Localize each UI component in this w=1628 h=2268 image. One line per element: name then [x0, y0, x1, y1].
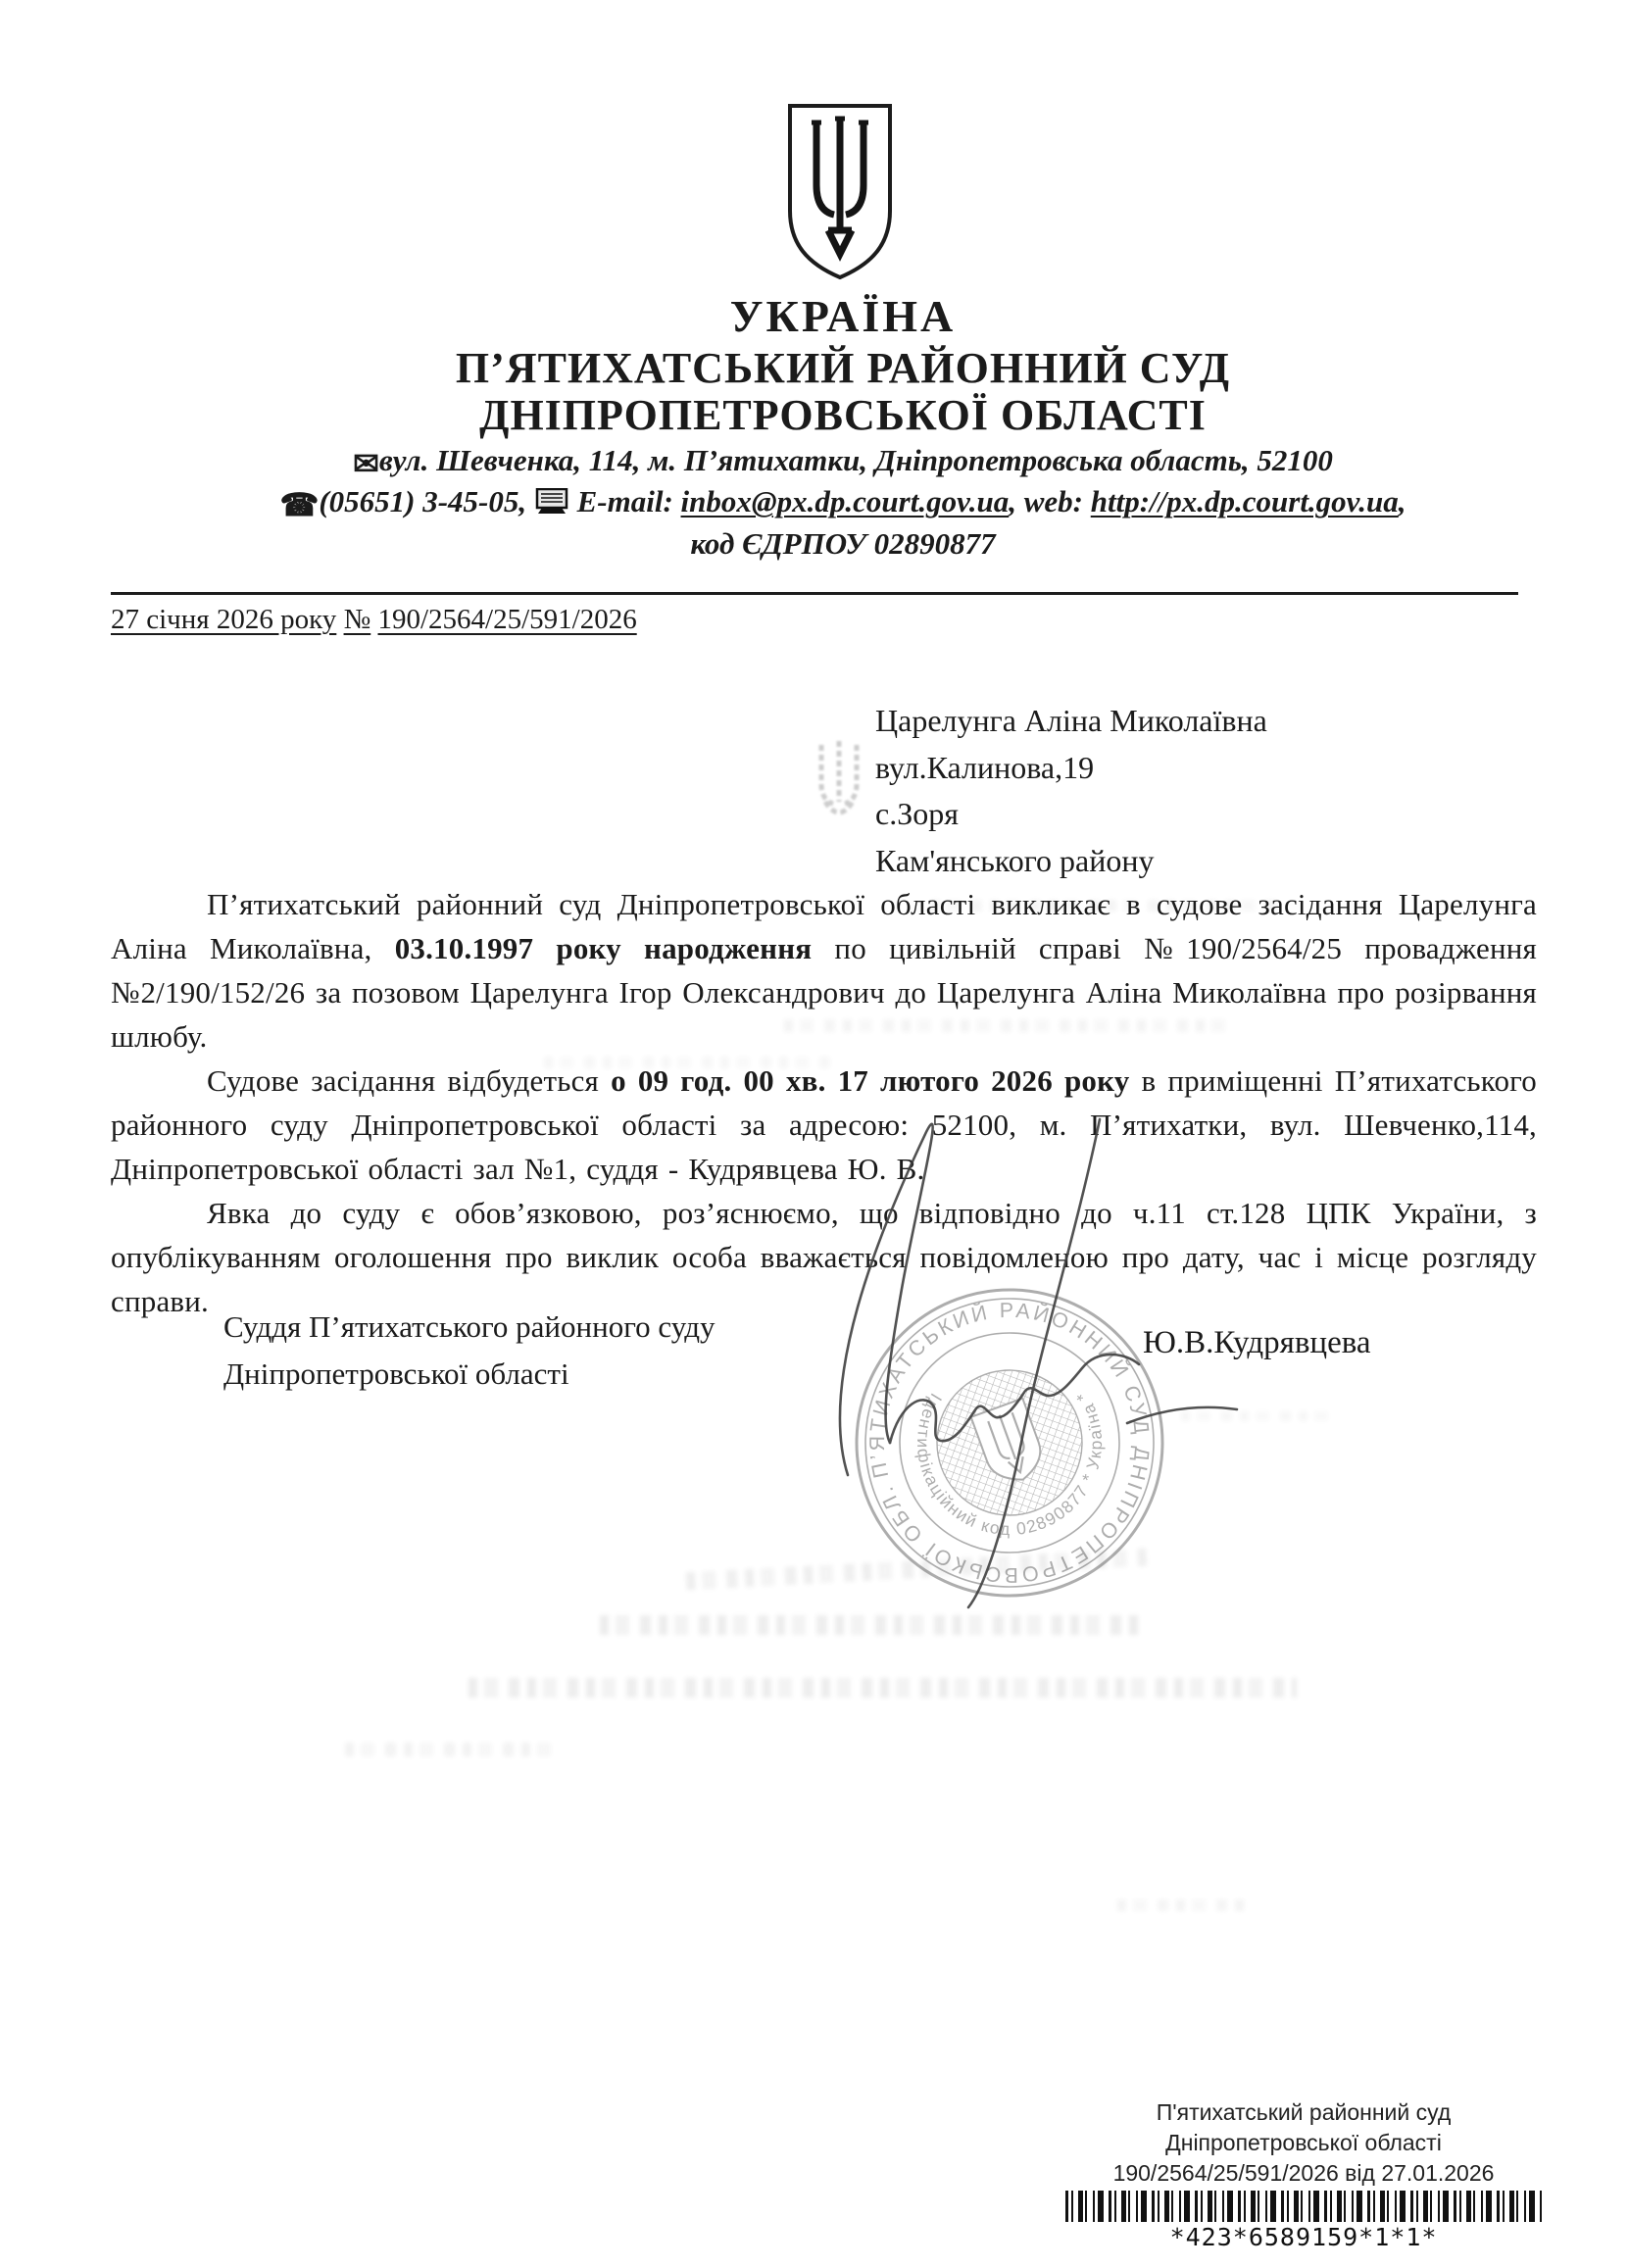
scan-artifact: [1181, 1411, 1328, 1421]
coat-of-arms-icon: [784, 101, 896, 283]
scan-artifact: [469, 1678, 1297, 1698]
email-link: inbox@px.dp.court.gov.ua: [680, 484, 1010, 518]
reference-number: 190/2564/25/591/2026: [377, 604, 637, 635]
recipient-street: вул.Калинова,19: [875, 749, 1095, 785]
reference-date: 27 січня 2026 року: [111, 604, 337, 635]
judge-title-line: Дніпропетровської області: [223, 1356, 569, 1391]
stamp-inner-text: Ідентифікаційний код 02890877 * Україна *: [913, 1387, 1107, 1540]
registration-footer: [1063, 2097, 1544, 2252]
street-address: вул. Шевченка, 114, м. П’ятихатки, Дніпропетровська область, 52100: [378, 443, 1333, 477]
body-paragraph: Явка до суду є обов’язковою, роз’яснюємо, що відповідно до ч.11 ст.128 ЦПК України, з опублікуванням оголошення про виклик особа вважається повідомленою про дату, час і місце розгляду справи.: [111, 1196, 1537, 1318]
header-divider: [111, 592, 1518, 595]
recipient-district: Кам'янського району: [875, 842, 1155, 878]
judge-title-line: Суддя П’ятихатського районного суду: [223, 1309, 715, 1344]
scan-artifact: [784, 1019, 1225, 1032]
paragraph-text: в приміщенні П’ятихатського районного суду Дніпропетровської області за адресою: 52100, м. П’ятихатки, вул. Шевченко,114, Дніпропетровської області зал №1, суддя - Кудрявцева Ю. В.: [111, 1063, 1537, 1186]
paragraph-text: Судове засідання відбудеться: [207, 1063, 612, 1098]
hearing-datetime-bold: о 09 год. 00 хв. 17 лютого 2026 року: [611, 1063, 1130, 1098]
faint-stamp-mark: [800, 733, 878, 841]
scan-artifact: [544, 1057, 838, 1068]
contacts-line: ☎(05651) 3-45-05, E-mail: inbox@px.dp.court.gov.ua, web: http://px.dp.court.gov.ua,: [279, 484, 1406, 522]
scan-artifact: [931, 900, 1284, 912]
email-label: E-mail:: [568, 484, 681, 518]
footer-case-reference: 190/2564/25/591/2026 від 27.01.2026: [1112, 2160, 1495, 2186]
separator: ,: [1398, 484, 1406, 518]
edrpou-code: код ЄДРПОУ 02890877: [690, 526, 996, 561]
scan-artifact: [1117, 1899, 1245, 1911]
footer-court-name: П'ятихатський районний суд: [1156, 2099, 1452, 2125]
footer-court-region: Дніпропетровської області: [1165, 2130, 1442, 2155]
body-paragraph: [111, 882, 1537, 1059]
recipient-block: [875, 698, 1267, 884]
phone-number: (05651) 3-45-05,: [319, 484, 527, 518]
computer-icon: [534, 488, 569, 516]
recipient-village: с.Зоря: [875, 796, 959, 831]
birthdate-bold: 03.10.1997 року народження: [394, 931, 813, 965]
barcode-text: *423*6589159*1*1*: [1169, 2223, 1438, 2251]
judge-title: [223, 1304, 715, 1398]
signature-scribble: [745, 1059, 1255, 1627]
reference-line: [111, 604, 637, 636]
scan-artifact: [600, 1615, 1144, 1635]
recipient-name: Царелунга Аліна Миколаївна: [875, 703, 1267, 738]
separator: , web:: [1009, 484, 1091, 518]
scan-artifact: [345, 1743, 551, 1756]
judge-name: Ю.В.Кудрявцева: [1143, 1325, 1371, 1360]
barcode: [1065, 2191, 1542, 2222]
paragraph-text: по цивільній справі №190/2564/25 провадження №2/190/152/26 за позовом Царелунга Ігор Олександрович до Царелунга Аліна Миколаївна про розірвання шлюбу.: [111, 931, 1538, 1054]
web-link: http://px.dp.court.gov.ua: [1090, 484, 1399, 518]
number-sign: №: [343, 604, 371, 635]
address-line: ✉вул. Шевченка, 114, м. П’ятихатки, Дніпропетровська область, 52100: [353, 443, 1333, 481]
stamp-outer-text: П’ЯТИХАТСЬКИЙ РАЙОННИЙ СУД ДНІПРОПЕТРОВСЬКОЇ ОБЛ.: [864, 1298, 1155, 1588]
court-region: ДНІПРОПЕТРОВСЬКОЇ ОБЛАСТІ: [479, 391, 1207, 439]
court-name: П’ЯТИХАТСЬКИЙ РАЙОННИЙ СУД: [455, 344, 1231, 392]
country-name: УКРАЇНА: [729, 291, 957, 341]
paragraph-text: П’ятихатський районний суд Дніпропетровської області викликає в судове засідання Царелунга Аліна Миколаївна,: [111, 887, 1537, 965]
